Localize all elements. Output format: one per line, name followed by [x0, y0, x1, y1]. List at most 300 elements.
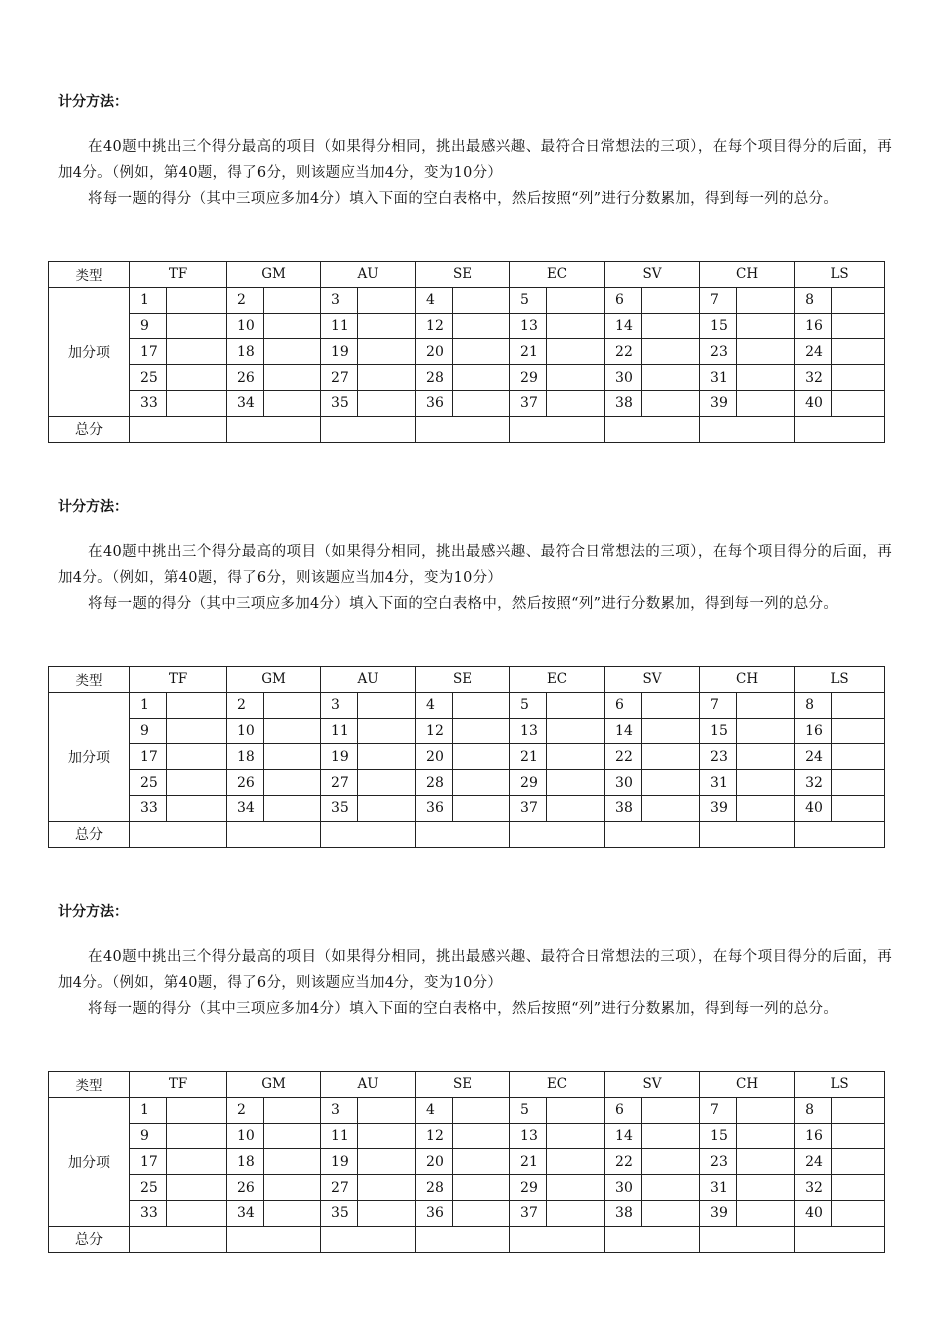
- score-cell[interactable]: [547, 1175, 605, 1201]
- score-cell[interactable]: [453, 313, 510, 339]
- total-cell-ls[interactable]: [795, 1226, 885, 1252]
- total-cell-ec[interactable]: [510, 821, 605, 847]
- item-number: 26: [227, 365, 264, 391]
- total-cell-se[interactable]: [416, 821, 510, 847]
- score-cell[interactable]: [832, 339, 885, 365]
- item-number: 14: [605, 718, 642, 744]
- item-number: 7: [700, 287, 737, 313]
- score-cell[interactable]: [547, 287, 605, 313]
- score-cell[interactable]: [167, 1200, 227, 1226]
- score-cell[interactable]: [358, 692, 416, 718]
- table-row: [49, 1149, 885, 1175]
- score-cell[interactable]: [167, 692, 227, 718]
- score-cell[interactable]: [167, 795, 227, 821]
- item-number: 38: [605, 390, 642, 416]
- item-number: 13: [510, 718, 547, 744]
- instruction-paragraph-1: 在40题中挑出三个得分最高的项目（如果得分相同，挑出最感兴趣、最符合日常想法的三项），在每个项目得分的后面，再加4分。（例如，第40题，得了6分，则该题应当加4分，变为10分）: [58, 139, 892, 181]
- table-row: [49, 1200, 885, 1226]
- total-label: 总分: [49, 1226, 130, 1252]
- item-number: 18: [227, 744, 264, 770]
- header-row: [49, 1072, 885, 1098]
- item-number: 29: [510, 1175, 547, 1201]
- score-cell[interactable]: [453, 744, 510, 770]
- score-cell[interactable]: [264, 365, 321, 391]
- item-number: 3: [321, 1097, 358, 1123]
- item-number: 15: [700, 1123, 737, 1149]
- score-cell[interactable]: [642, 339, 700, 365]
- score-cell[interactable]: [453, 770, 510, 796]
- score-cell[interactable]: [832, 795, 885, 821]
- item-number: 24: [795, 744, 832, 770]
- item-number: 23: [700, 1149, 737, 1175]
- item-number: 5: [510, 692, 547, 718]
- item-number: 18: [227, 1149, 264, 1175]
- column-header-tf: TF: [130, 262, 227, 288]
- item-number: 12: [416, 1123, 453, 1149]
- total-label: 总分: [49, 821, 130, 847]
- score-cell[interactable]: [547, 795, 605, 821]
- item-number: 7: [700, 1097, 737, 1123]
- item-number: 11: [321, 1123, 358, 1149]
- instruction-paragraph-1: 在40题中挑出三个得分最高的项目（如果得分相同，挑出最感兴趣、最符合日常想法的三项），在每个项目得分的后面，再加4分。（例如，第40题，得了6分，则该题应当加4分，变为10分）: [58, 544, 892, 586]
- score-cell[interactable]: [737, 1097, 795, 1123]
- type-header: 类型: [49, 262, 130, 288]
- score-cell[interactable]: [737, 770, 795, 796]
- item-number: 33: [130, 795, 167, 821]
- item-number: 2: [227, 287, 264, 313]
- table-row: [49, 1175, 885, 1201]
- item-number: 35: [321, 390, 358, 416]
- score-cell[interactable]: [547, 1123, 605, 1149]
- score-cell[interactable]: [453, 365, 510, 391]
- item-number: 31: [700, 1175, 737, 1201]
- score-table: [48, 261, 885, 443]
- table-row: [49, 692, 885, 718]
- column-header-au: AU: [321, 667, 416, 693]
- item-number: 14: [605, 1123, 642, 1149]
- score-cell[interactable]: [264, 1149, 321, 1175]
- score-cell[interactable]: [832, 1123, 885, 1149]
- table-row: [49, 390, 885, 416]
- item-number: 9: [130, 313, 167, 339]
- item-number: 11: [321, 313, 358, 339]
- column-header-se: SE: [416, 667, 510, 693]
- score-cell[interactable]: [547, 1097, 605, 1123]
- score-cell[interactable]: [264, 744, 321, 770]
- item-number: 26: [227, 770, 264, 796]
- score-cell[interactable]: [547, 365, 605, 391]
- column-header-ls: LS: [795, 262, 885, 288]
- score-cell[interactable]: [547, 692, 605, 718]
- item-number: 31: [700, 770, 737, 796]
- item-number: 27: [321, 770, 358, 796]
- section-heading: 计分方法：: [58, 499, 128, 515]
- item-number: 23: [700, 339, 737, 365]
- total-cell-gm[interactable]: [227, 1226, 321, 1252]
- score-cell[interactable]: [547, 1149, 605, 1175]
- instruction-paragraph-2: 将每一题的得分（其中三项应多加4分）填入下面的空白表格中，然后按照“列”进行分数累加，得到每一列的总分。: [88, 596, 839, 612]
- item-number: 2: [227, 692, 264, 718]
- score-cell[interactable]: [642, 795, 700, 821]
- score-cell[interactable]: [832, 1200, 885, 1226]
- item-number: 28: [416, 770, 453, 796]
- score-cell[interactable]: [453, 390, 510, 416]
- item-number: 21: [510, 339, 547, 365]
- item-number: 6: [605, 287, 642, 313]
- score-cell[interactable]: [167, 390, 227, 416]
- item-number: 28: [416, 365, 453, 391]
- bonus-label: 加分项: [49, 692, 130, 821]
- total-cell-ls[interactable]: [795, 416, 885, 442]
- section-heading: 计分方法：: [58, 904, 128, 920]
- score-cell[interactable]: [264, 692, 321, 718]
- item-number: 32: [795, 770, 832, 796]
- score-cell[interactable]: [358, 1149, 416, 1175]
- item-number: 17: [130, 744, 167, 770]
- score-cell[interactable]: [167, 770, 227, 796]
- score-cell[interactable]: [358, 770, 416, 796]
- item-number: 1: [130, 692, 167, 718]
- item-number: 32: [795, 365, 832, 391]
- score-cell[interactable]: [358, 744, 416, 770]
- total-row: [49, 1226, 885, 1252]
- score-cell[interactable]: [358, 287, 416, 313]
- item-number: 21: [510, 1149, 547, 1175]
- score-table-container: [48, 1071, 884, 1253]
- score-cell[interactable]: [547, 313, 605, 339]
- score-cell[interactable]: [358, 313, 416, 339]
- item-number: 6: [605, 692, 642, 718]
- score-cell[interactable]: [358, 795, 416, 821]
- score-cell[interactable]: [642, 1149, 700, 1175]
- score-cell[interactable]: [167, 1097, 227, 1123]
- score-cell[interactable]: [642, 390, 700, 416]
- score-cell[interactable]: [832, 390, 885, 416]
- column-header-ls: LS: [795, 667, 885, 693]
- score-cell[interactable]: [264, 770, 321, 796]
- total-cell-sv[interactable]: [605, 821, 700, 847]
- score-cell[interactable]: [264, 1200, 321, 1226]
- total-cell-tf[interactable]: [130, 416, 227, 442]
- item-number: 34: [227, 390, 264, 416]
- score-cell[interactable]: [737, 795, 795, 821]
- column-header-ec: EC: [510, 667, 605, 693]
- item-number: 22: [605, 339, 642, 365]
- score-cell[interactable]: [358, 390, 416, 416]
- item-number: 9: [130, 718, 167, 744]
- score-cell[interactable]: [453, 339, 510, 365]
- score-cell[interactable]: [358, 1200, 416, 1226]
- score-cell[interactable]: [642, 1123, 700, 1149]
- score-cell[interactable]: [832, 313, 885, 339]
- table-row: [49, 795, 885, 821]
- item-number: 10: [227, 718, 264, 744]
- score-cell[interactable]: [547, 744, 605, 770]
- score-cell[interactable]: [642, 692, 700, 718]
- total-cell-ch[interactable]: [700, 821, 795, 847]
- column-header-ls: LS: [795, 1072, 885, 1098]
- item-number: 9: [130, 1123, 167, 1149]
- item-number: 1: [130, 287, 167, 313]
- score-cell[interactable]: [737, 1175, 795, 1201]
- total-cell-se[interactable]: [416, 416, 510, 442]
- item-number: 4: [416, 1097, 453, 1123]
- total-row: [49, 416, 885, 442]
- table-row: [49, 287, 885, 313]
- score-table: [48, 666, 885, 848]
- score-cell[interactable]: [453, 1097, 510, 1123]
- score-cell[interactable]: [547, 770, 605, 796]
- score-cell[interactable]: [167, 365, 227, 391]
- column-header-tf: TF: [130, 1072, 227, 1098]
- item-number: 24: [795, 339, 832, 365]
- score-cell[interactable]: [642, 313, 700, 339]
- scoring-section-3: [58, 901, 892, 1249]
- score-cell[interactable]: [737, 365, 795, 391]
- header-row: [49, 262, 885, 288]
- score-cell[interactable]: [642, 744, 700, 770]
- score-cell[interactable]: [642, 287, 700, 313]
- score-cell[interactable]: [453, 1200, 510, 1226]
- score-cell[interactable]: [453, 1149, 510, 1175]
- item-number: 12: [416, 718, 453, 744]
- score-cell[interactable]: [642, 718, 700, 744]
- score-cell[interactable]: [264, 718, 321, 744]
- table-row: [49, 718, 885, 744]
- item-number: 12: [416, 313, 453, 339]
- score-cell[interactable]: [832, 365, 885, 391]
- total-cell-au[interactable]: [321, 1226, 416, 1252]
- table-row: [49, 1123, 885, 1149]
- item-number: 35: [321, 1200, 358, 1226]
- item-number: 15: [700, 718, 737, 744]
- table-row: [49, 1097, 885, 1123]
- item-number: 16: [795, 313, 832, 339]
- table-row: [49, 339, 885, 365]
- item-number: 27: [321, 365, 358, 391]
- item-number: 8: [795, 287, 832, 313]
- item-number: 39: [700, 1200, 737, 1226]
- score-table-container: [48, 666, 884, 848]
- score-cell[interactable]: [547, 390, 605, 416]
- score-cell[interactable]: [264, 287, 321, 313]
- total-cell-se[interactable]: [416, 1226, 510, 1252]
- item-number: 35: [321, 795, 358, 821]
- column-header-sv: SV: [605, 1072, 700, 1098]
- item-number: 5: [510, 1097, 547, 1123]
- column-header-se: SE: [416, 1072, 510, 1098]
- score-cell[interactable]: [453, 287, 510, 313]
- score-cell[interactable]: [832, 744, 885, 770]
- total-cell-tf[interactable]: [130, 1226, 227, 1252]
- item-number: 39: [700, 795, 737, 821]
- item-number: 21: [510, 744, 547, 770]
- score-cell[interactable]: [832, 1149, 885, 1175]
- score-cell[interactable]: [358, 365, 416, 391]
- score-cell[interactable]: [737, 692, 795, 718]
- score-cell[interactable]: [453, 1123, 510, 1149]
- item-number: 2: [227, 1097, 264, 1123]
- item-number: 11: [321, 718, 358, 744]
- item-number: 40: [795, 390, 832, 416]
- item-number: 30: [605, 770, 642, 796]
- score-cell[interactable]: [642, 365, 700, 391]
- score-cell[interactable]: [642, 1097, 700, 1123]
- score-cell[interactable]: [737, 1149, 795, 1175]
- score-cell[interactable]: [453, 692, 510, 718]
- total-cell-ch[interactable]: [700, 416, 795, 442]
- item-number: 16: [795, 1123, 832, 1149]
- item-number: 25: [130, 365, 167, 391]
- score-cell[interactable]: [264, 1123, 321, 1149]
- section-heading: 计分方法：: [58, 94, 128, 110]
- score-cell[interactable]: [358, 1175, 416, 1201]
- score-cell[interactable]: [832, 692, 885, 718]
- score-cell[interactable]: [264, 1097, 321, 1123]
- total-cell-ec[interactable]: [510, 416, 605, 442]
- item-number: 22: [605, 744, 642, 770]
- total-cell-au[interactable]: [321, 416, 416, 442]
- item-number: 39: [700, 390, 737, 416]
- score-cell[interactable]: [167, 718, 227, 744]
- item-number: 13: [510, 313, 547, 339]
- score-cell[interactable]: [832, 770, 885, 796]
- score-cell[interactable]: [642, 770, 700, 796]
- instruction-paragraph-2: 将每一题的得分（其中三项应多加4分）填入下面的空白表格中，然后按照“列”进行分数累加，得到每一列的总分。: [88, 1001, 839, 1017]
- score-cell[interactable]: [642, 1200, 700, 1226]
- item-number: 38: [605, 1200, 642, 1226]
- item-number: 19: [321, 744, 358, 770]
- item-number: 6: [605, 1097, 642, 1123]
- score-cell[interactable]: [264, 313, 321, 339]
- score-cell[interactable]: [167, 313, 227, 339]
- item-number: 16: [795, 718, 832, 744]
- total-cell-ch[interactable]: [700, 1226, 795, 1252]
- item-number: 40: [795, 1200, 832, 1226]
- table-row: [49, 744, 885, 770]
- item-number: 29: [510, 365, 547, 391]
- column-header-gm: GM: [227, 262, 321, 288]
- total-cell-tf[interactable]: [130, 821, 227, 847]
- table-row: [49, 313, 885, 339]
- total-cell-ec[interactable]: [510, 1226, 605, 1252]
- instruction-paragraph-1: 在40题中挑出三个得分最高的项目（如果得分相同，挑出最感兴趣、最符合日常想法的三项），在每个项目得分的后面，再加4分。（例如，第40题，得了6分，则该题应当加4分，变为10分）: [58, 949, 892, 991]
- item-number: 17: [130, 1149, 167, 1175]
- score-cell[interactable]: [358, 718, 416, 744]
- item-number: 4: [416, 692, 453, 718]
- item-number: 7: [700, 692, 737, 718]
- score-cell[interactable]: [642, 1175, 700, 1201]
- score-cell[interactable]: [737, 313, 795, 339]
- header-row: [49, 667, 885, 693]
- score-cell[interactable]: [832, 718, 885, 744]
- item-number: 27: [321, 1175, 358, 1201]
- score-cell[interactable]: [358, 1097, 416, 1123]
- column-header-gm: GM: [227, 1072, 321, 1098]
- column-header-au: AU: [321, 262, 416, 288]
- score-cell[interactable]: [832, 1097, 885, 1123]
- score-cell[interactable]: [547, 1200, 605, 1226]
- item-number: 40: [795, 795, 832, 821]
- score-cell[interactable]: [167, 1123, 227, 1149]
- item-number: 22: [605, 1149, 642, 1175]
- score-cell[interactable]: [832, 287, 885, 313]
- score-cell[interactable]: [832, 1175, 885, 1201]
- score-cell[interactable]: [167, 1175, 227, 1201]
- item-number: 36: [416, 390, 453, 416]
- score-cell[interactable]: [167, 1149, 227, 1175]
- score-cell[interactable]: [453, 795, 510, 821]
- score-cell[interactable]: [737, 1200, 795, 1226]
- item-number: 29: [510, 770, 547, 796]
- total-cell-sv[interactable]: [605, 416, 700, 442]
- item-number: 5: [510, 287, 547, 313]
- total-cell-sv[interactable]: [605, 1226, 700, 1252]
- score-cell[interactable]: [167, 287, 227, 313]
- score-cell[interactable]: [737, 390, 795, 416]
- item-number: 10: [227, 313, 264, 339]
- column-header-sv: SV: [605, 667, 700, 693]
- scoring-section-2: [58, 496, 892, 844]
- column-header-gm: GM: [227, 667, 321, 693]
- score-cell[interactable]: [453, 1175, 510, 1201]
- item-number: 25: [130, 1175, 167, 1201]
- item-number: 8: [795, 1097, 832, 1123]
- score-cell[interactable]: [358, 339, 416, 365]
- item-number: 17: [130, 339, 167, 365]
- item-number: 33: [130, 390, 167, 416]
- total-cell-au[interactable]: [321, 821, 416, 847]
- item-number: 1: [130, 1097, 167, 1123]
- table-row: [49, 365, 885, 391]
- score-cell[interactable]: [264, 339, 321, 365]
- item-number: 3: [321, 692, 358, 718]
- score-cell[interactable]: [737, 718, 795, 744]
- score-cell[interactable]: [167, 744, 227, 770]
- score-cell[interactable]: [264, 795, 321, 821]
- score-cell[interactable]: [547, 339, 605, 365]
- item-number: 37: [510, 1200, 547, 1226]
- column-header-se: SE: [416, 262, 510, 288]
- score-cell[interactable]: [453, 718, 510, 744]
- item-number: 8: [795, 692, 832, 718]
- score-cell[interactable]: [737, 744, 795, 770]
- column-header-sv: SV: [605, 262, 700, 288]
- score-cell[interactable]: [167, 339, 227, 365]
- instruction-paragraph-2: 将每一题的得分（其中三项应多加4分）填入下面的空白表格中，然后按照“列”进行分数累加，得到每一列的总分。: [88, 191, 839, 207]
- item-number: 23: [700, 744, 737, 770]
- item-number: 34: [227, 795, 264, 821]
- item-number: 36: [416, 795, 453, 821]
- score-table: [48, 1071, 885, 1253]
- score-cell[interactable]: [264, 390, 321, 416]
- score-cell[interactable]: [737, 1123, 795, 1149]
- score-table-container: [48, 261, 884, 443]
- item-number: 37: [510, 795, 547, 821]
- item-number: 30: [605, 365, 642, 391]
- item-number: 19: [321, 339, 358, 365]
- score-cell[interactable]: [737, 287, 795, 313]
- score-cell[interactable]: [264, 1175, 321, 1201]
- total-cell-gm[interactable]: [227, 821, 321, 847]
- score-cell[interactable]: [737, 339, 795, 365]
- column-header-ec: EC: [510, 262, 605, 288]
- total-cell-gm[interactable]: [227, 416, 321, 442]
- item-number: 28: [416, 1175, 453, 1201]
- score-cell[interactable]: [547, 718, 605, 744]
- score-cell[interactable]: [358, 1123, 416, 1149]
- total-cell-ls[interactable]: [795, 821, 885, 847]
